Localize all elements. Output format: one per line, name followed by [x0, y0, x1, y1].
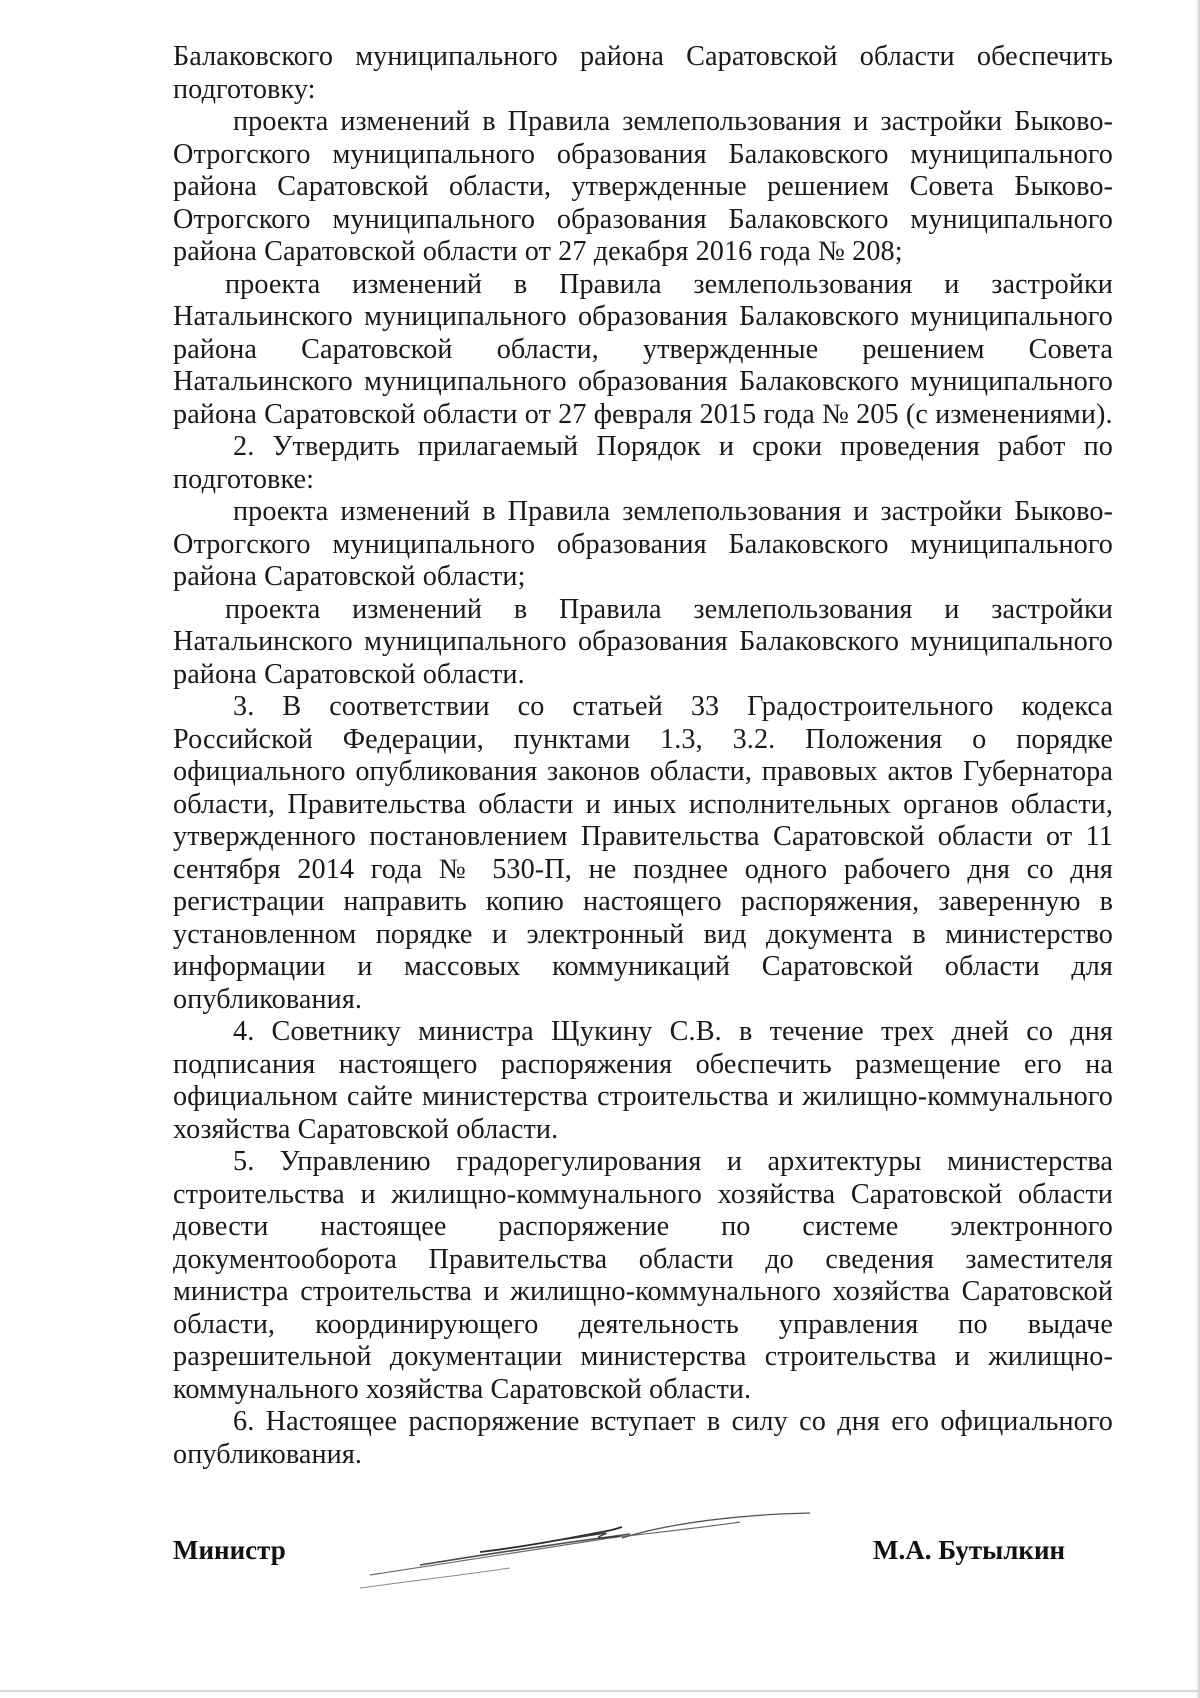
paragraph-item-2-natalino: проекта изменений в Правила землепользования и застройки Натальинского муниципального образования Балаковского муниципального района Саратовской области.: [173, 593, 1113, 690]
handwritten-signature: [360, 1500, 840, 1600]
paragraph-item-2: 2. Утвердить прилагаемый Порядок и сроки проведения работ по подготовке:: [173, 431, 1113, 495]
paragraph-item-3: 3. В соответствии со статьей 33 Градостроительного кодекса Российской Федерации, пунктами 1.3, 3.2. Положения о порядке официального опубликования законов области, правовых актов Губернатора области, Правительства области и иных исполнительных органов области, утвержденного постановлением Правительства Саратовской области от 11 сентября 2014 года № 530-П, не позднее одного рабочего дня со дня регистрации направить копию настоящего распоряжения, заверенную в установленном порядке и электронный вид документа в министерство информации и массовых коммуникаций Саратовской области для опубликования.: [173, 691, 1113, 1015]
paragraph-item-5: 5. Управлению градорегулирования и архитектуры министерства строительства и жилищно-коммунального хозяйства Саратовской области довести настоящее распоряжение по системе электронного документооборота Правительства области до сведения заместителя министра строительства и жилищно-коммунального хозяйства Саратовской области, координирующего деятельность управления по выдаче разрешительной документации министерства строительства и жилищно-коммунального хозяйства Саратовской области.: [173, 1146, 1113, 1405]
paragraph-item-2-bykovo: проекта изменений в Правила землепользования и застройки Быково-Отрогского муниципального образования Балаковского муниципального района Саратовской области;: [173, 496, 1113, 592]
signatory-position: Министр: [173, 1535, 286, 1565]
scan-edge-right: [1196, 0, 1200, 1698]
signatory-name: М.А. Бутылкин: [873, 1535, 1066, 1565]
paragraph-project-natalino: проекта изменений в Правила землепользования и застройки Натальинского муниципального образования Балаковского муниципального района Саратовской области, утвержденные решением Совета Натальинского муниципального образования Балаковского муниципального района Саратовской области от 27 февраля 2015 года № 205 (с изменениями).: [173, 268, 1113, 430]
paragraph-project-bykovo: проекта изменений в Правила землепользования и застройки Быково-Отрогского муниципального образования Балаковского муниципального района Саратовской области, утвержденные решением Совета Быково-Отрогского муниципального образования Балаковского муниципального района Саратовской области от 27 декабря 2016 года № 208;: [173, 106, 1113, 267]
scan-edge-bottom: [0, 1690, 1200, 1692]
paragraph-item-6: 6. Настоящее распоряжение вступает в силу со дня его официального опубликования.: [173, 1406, 1113, 1470]
paragraph-intro: Балаковского муниципального района Саратовской области обеспечить подготовку:: [173, 41, 1113, 105]
document-body: [173, 41, 1113, 1471]
paragraph-item-4: 4. Советнику министра Щукину С.В. в течение трех дней со дня подписания настоящего распоряжения обеспечить размещение его на официальном сайте министерства строительства и жилищно-коммунального хозяйства Саратовской области.: [173, 1016, 1113, 1145]
